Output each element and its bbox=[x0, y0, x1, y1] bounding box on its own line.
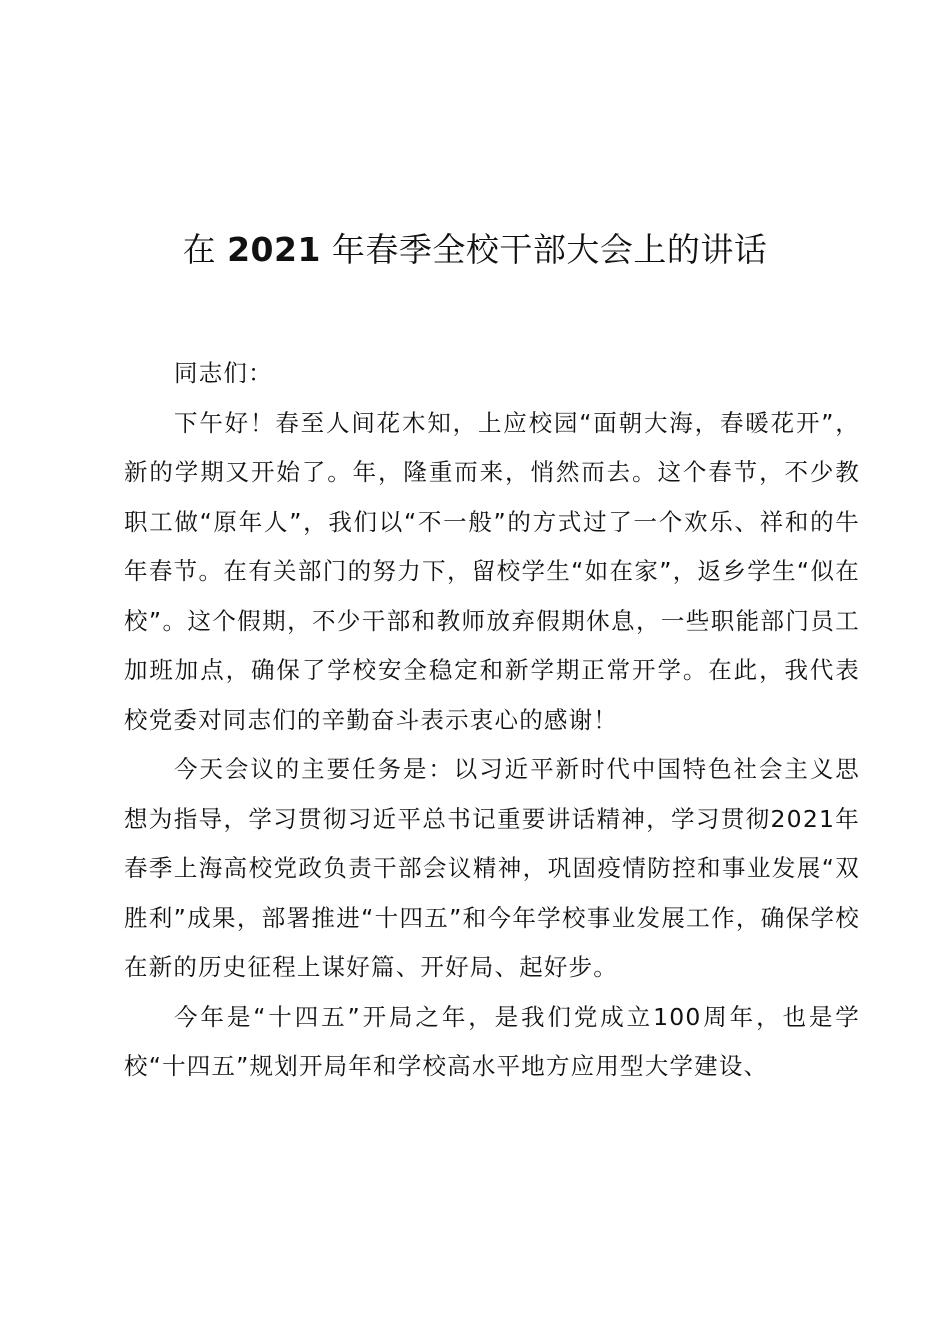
title-year: 2021 bbox=[227, 230, 321, 269]
paragraph-meeting-tasks: 今天会议的主要任务是：以习近平新时代中国特色社会主义思想为指导，学习贯彻习近平总书记重要讲话精神，学习贯彻2021年春季上海高校党政负责干部会议精神，巩固疫情防控和事业发展“双胜利”成果，部署推进“十四五”和今年学校事业发展工作，确保学校在新的历史征程上谋好篇、开好局、起好步。 bbox=[124, 755, 860, 981]
salutation: 同志们： bbox=[174, 359, 273, 387]
document-title bbox=[0, 225, 950, 275]
paragraph-this-year: 今年是“十四五”开局之年，是我们党成立100周年，也是学校“十四五”规划开局年和学校高水平地方应用型大学建设、 bbox=[124, 1002, 860, 1080]
title-suffix: 年春季全校干部大会上的讲话 bbox=[331, 230, 768, 269]
document-body bbox=[124, 349, 860, 1092]
paragraph-greeting: 下午好！春至人间花木知，上应校园“面朝大海，春暖花开”，新的学期又开始了。年，隆重而来，悄然而去。这个春节，不少教职工做“原年人”，我们以“不一般”的方式过了一个欢乐、祥和的牛年春节。在有关部门的努力下，留校学生“如在家”，返乡学生“似在校”。这个假期，不少干部和教师放弃假期休息，一些职能部门员工加班加点，确保了学校安全稳定和新学期正常开学。在此，我代表校党委对同志们的辛勤奋斗表示衷心的感谢！ bbox=[124, 408, 860, 734]
title-prefix: 在 bbox=[182, 230, 217, 269]
